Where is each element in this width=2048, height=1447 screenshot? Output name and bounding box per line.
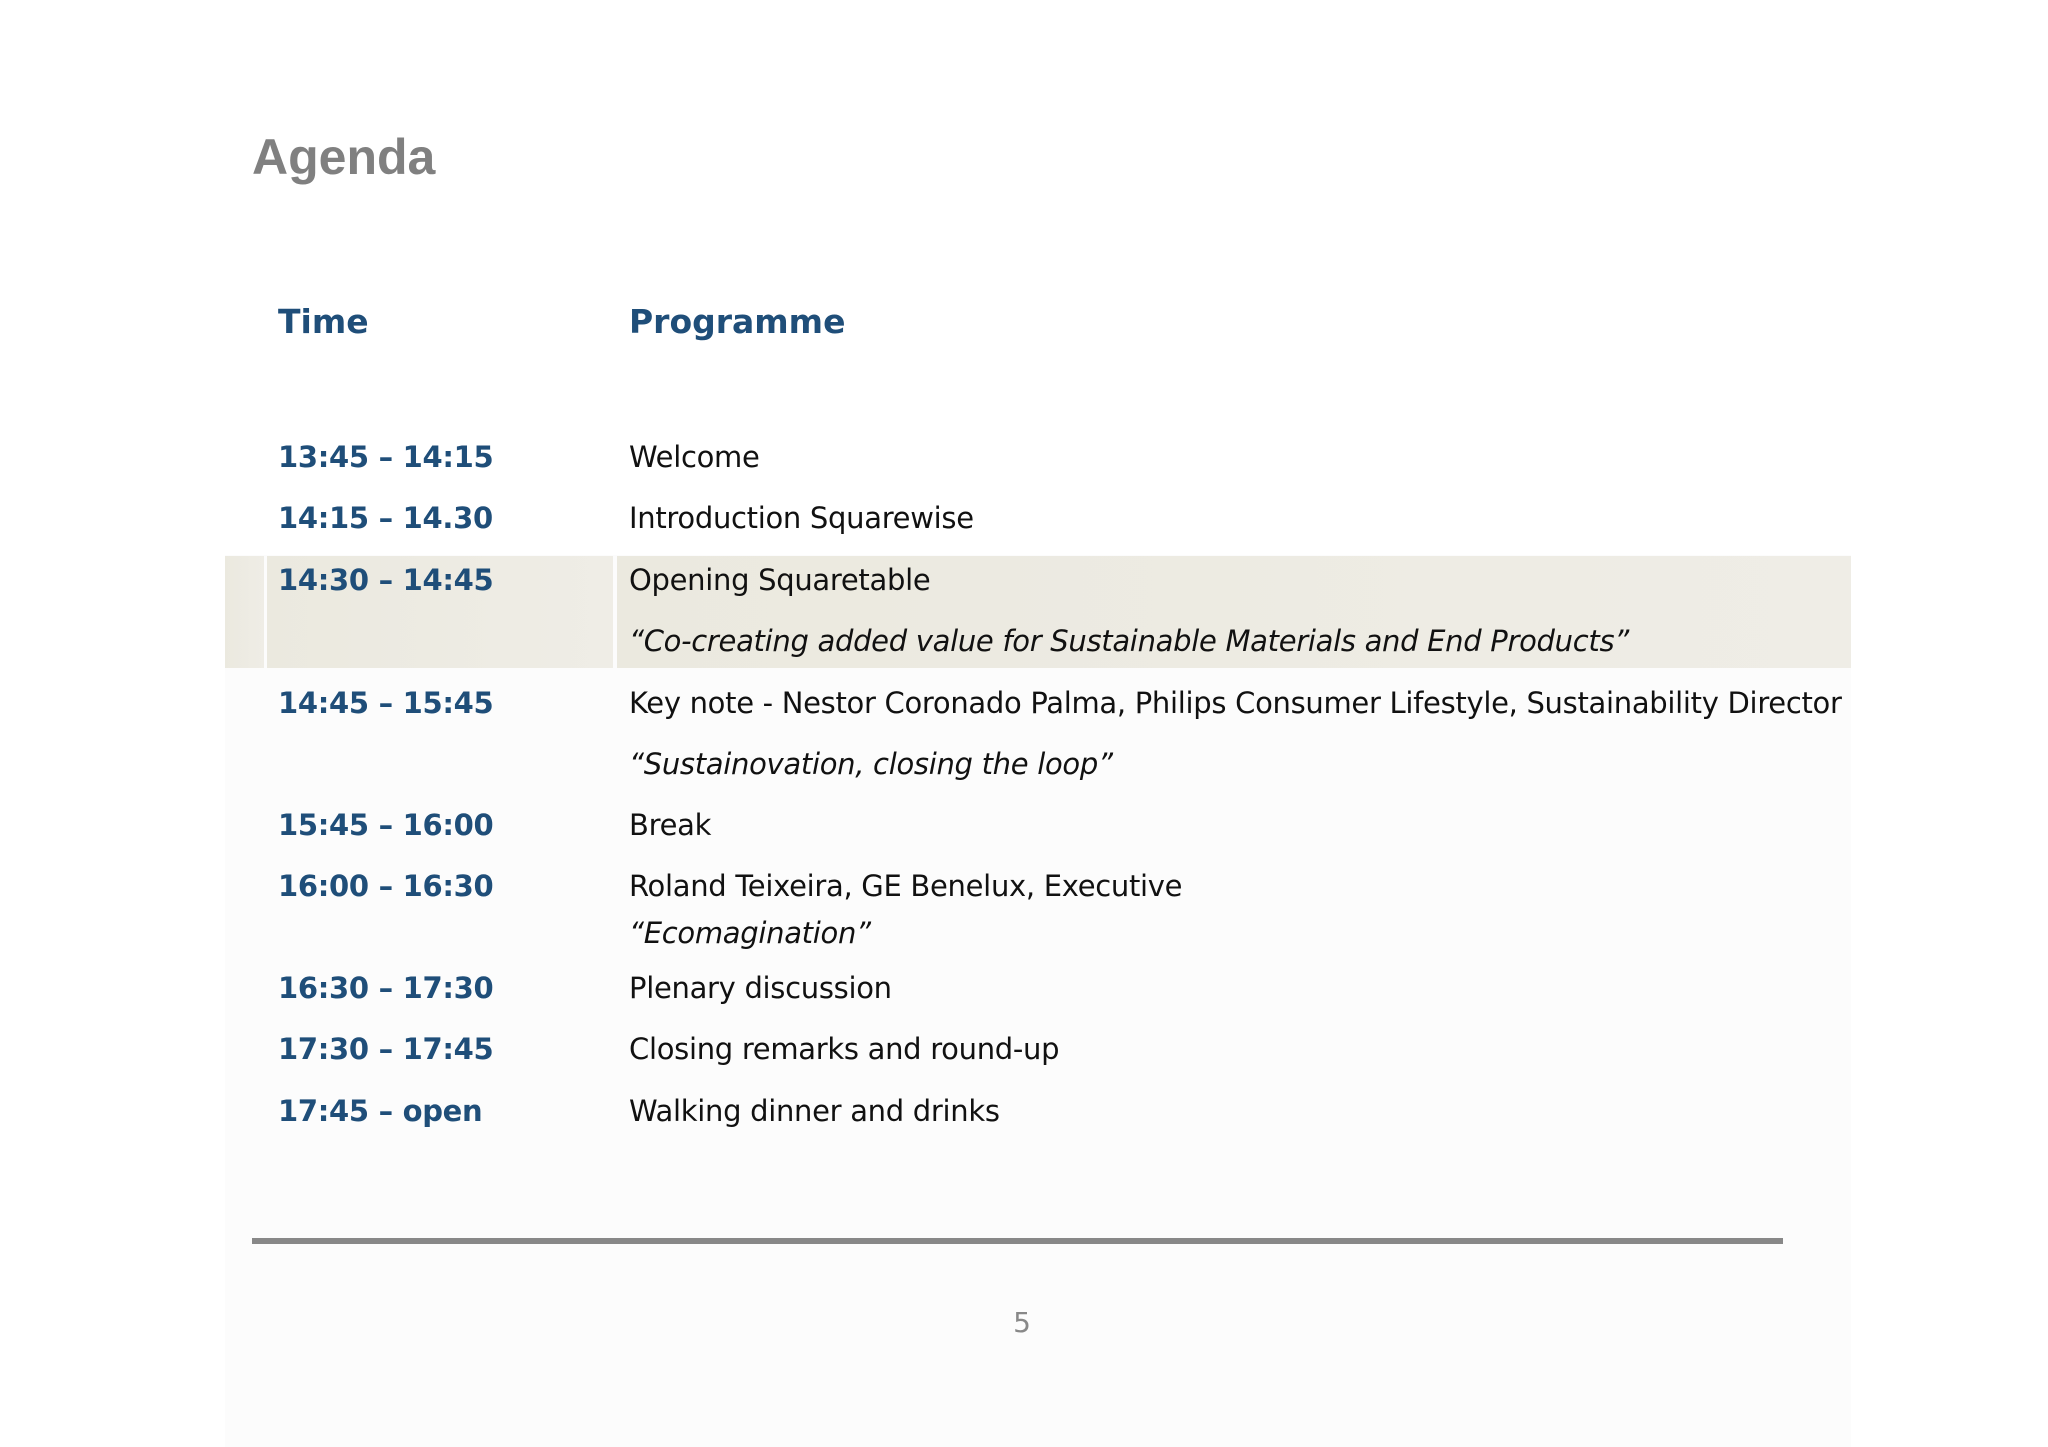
agenda-row-programme: Walking dinner and drinks (629, 1094, 1000, 1128)
agenda-row-subtitle: “Co-creating added value for Sustainable Materials and End Products” (629, 624, 1629, 658)
time-column-header: Time (278, 302, 369, 341)
agenda-row-programme: Key note - Nestor Coronado Palma, Philips Consumer Lifestyle, Sustainability Director (629, 686, 1842, 720)
agenda-row-programme: Opening Squaretable (629, 563, 931, 597)
agenda-row-subtitle: “Sustainovation, closing the loop” (629, 747, 1113, 781)
agenda-row-time: 17:30 – 17:45 (278, 1032, 494, 1066)
programme-column-header: Programme (629, 302, 846, 341)
agenda-row-time: 15:45 – 16:00 (278, 808, 494, 842)
agenda-row-time: 14:45 – 15:45 (278, 686, 494, 720)
agenda-row-programme: Introduction Squarewise (629, 501, 974, 535)
agenda-row-time: 17:45 – open (278, 1094, 483, 1128)
agenda-row-time: 14:30 – 14:45 (278, 563, 494, 597)
agenda-row-programme: Plenary discussion (629, 971, 892, 1005)
agenda-row-time: 13:45 – 14:15 (278, 440, 494, 474)
page-number: 5 (1013, 1306, 1031, 1339)
agenda-row-programme: Welcome (629, 440, 760, 474)
agenda-row-time: 16:30 – 17:30 (278, 971, 494, 1005)
agenda-row-time: 14:15 – 14.30 (278, 501, 493, 535)
page-title: Agenda (252, 129, 436, 185)
agenda-row-programme: Closing remarks and round-up (629, 1032, 1060, 1066)
agenda-row-subtitle: “Ecomagination” (629, 916, 871, 950)
highlight-row-margin (225, 556, 264, 668)
footer-divider (252, 1238, 1783, 1244)
agenda-row-time: 16:00 – 16:30 (278, 869, 494, 903)
agenda-row-programme: Roland Teixeira, GE Benelux, Executive (629, 869, 1183, 903)
agenda-row-programme: Break (629, 808, 712, 842)
